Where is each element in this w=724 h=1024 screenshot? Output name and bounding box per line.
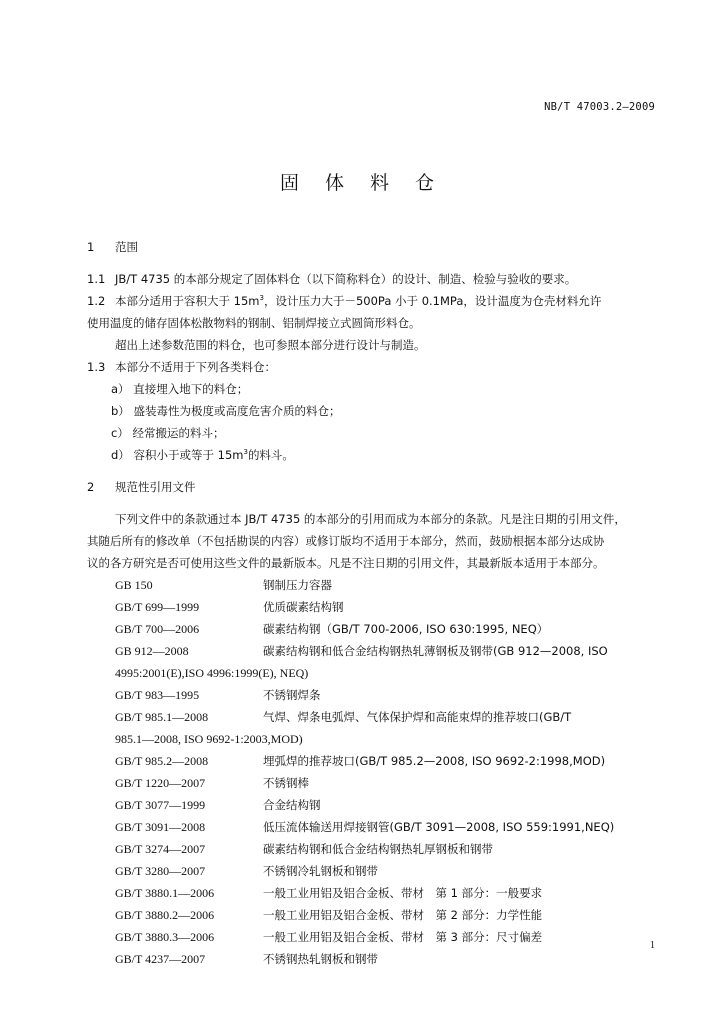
- reference-title: 合金结构钢: [263, 798, 321, 812]
- reference-continuation: 985.1—2008, ISO 9692-1:2003,MOD): [115, 732, 303, 746]
- reference-title: 一般工业用铝及铝合金板、带材 第 2 部分：力学性能: [263, 908, 543, 922]
- section-number: 2: [87, 480, 95, 494]
- reference-code: GB/T 700—2006: [115, 622, 200, 636]
- reference-title: 不锈钢焊条: [263, 688, 321, 702]
- clause-1-2: [87, 290, 657, 312]
- list-item: [87, 422, 657, 444]
- page-number: 1: [650, 940, 655, 951]
- reference-row: [87, 706, 657, 728]
- reference-title: 一般工业用铝及铝合金板、带材 第 1 部分：一般要求: [263, 886, 543, 900]
- list-item-label: c）: [111, 426, 129, 440]
- reference-code: GB/T 3280—2007: [115, 864, 206, 878]
- intro-paragraph-line: 下列文件中的条款通过本 JB/T 4735 的本部分的引用而成为本部分的条款。凡是注日期的引用文件，: [115, 512, 626, 526]
- list-item-text: 容积小于或等于 15m: [133, 448, 244, 462]
- superscript: 3: [259, 294, 264, 302]
- reference-title: 不锈钢棒: [263, 776, 309, 790]
- list-item: [87, 444, 657, 466]
- reference-row: [87, 904, 657, 926]
- reference-title: 埋弧焊的推荐坡口(GB/T 985.2—2008, ISO 9692-2:1998,MOD): [263, 754, 606, 768]
- reference-code: GB/T 3274—2007: [115, 842, 206, 856]
- reference-row: [87, 750, 657, 772]
- intro-paragraph-line: 议的各方研究是否可使用这些文件的最新版本。凡是不注日期的引用文件，其最新版本适用于本部分。: [87, 556, 605, 570]
- reference-title: 气焊、焊条电弧焊、气体保护焊和高能束焊的推荐坡口(GB/T: [263, 710, 572, 724]
- reference-row: [87, 860, 657, 882]
- superscript: 3: [243, 448, 248, 456]
- clause-1-2-continued: 使用温度的储存固体松散物料的钢制、铝制焊接立式圆筒形料仓。: [87, 316, 421, 330]
- reference-code: GB 912—2008: [115, 644, 189, 658]
- reference-code: GB/T 3880.1—2006: [115, 886, 215, 900]
- section-title: 范围: [115, 240, 138, 254]
- list-item: [87, 378, 657, 400]
- reference-code: GB/T 3880.3—2006: [115, 930, 215, 944]
- reference-row: [87, 882, 657, 904]
- reference-title: 不锈钢热轧钢板和钢带: [263, 952, 378, 966]
- intro-paragraph-line: 其随后所有的修改单（不包括勘误的内容）或修订版均不适用于本部分，然而，鼓励根据本部分达成协: [87, 534, 605, 548]
- standard-number: NB/T 47003.2—2009: [544, 101, 655, 113]
- reference-title: 碳素结构钢和低合金结构钢热轧厚钢板和钢带: [263, 842, 493, 856]
- reference-row: [87, 596, 657, 618]
- reference-title: 不锈钢冷轧钢板和钢带: [263, 864, 378, 878]
- list-item-text: 经常搬运的料斗；: [132, 426, 225, 440]
- page-title: 固 体 料 仓: [279, 172, 445, 194]
- clause-text: ，设计压力大于－500Pa 小于 0.1MPa，设计温度为仓壳材料允许: [263, 294, 602, 308]
- list-item-label: b）: [111, 404, 130, 418]
- reference-row: [87, 618, 657, 640]
- reference-code: GB/T 3091—2008: [115, 820, 206, 834]
- clause-1-3: [87, 356, 657, 378]
- list-item-text: 直接埋入地下的料仓；: [133, 382, 249, 396]
- reference-row: [87, 838, 657, 860]
- reference-row: [87, 574, 657, 596]
- reference-code: GB/T 985.1—2008: [115, 710, 209, 724]
- reference-code: GB/T 3077—1999: [115, 798, 206, 812]
- reference-title: 优质碳素结构钢: [263, 600, 344, 614]
- reference-code: GB/T 983—1995: [115, 688, 200, 702]
- section-2-heading: [87, 476, 657, 498]
- reference-code: GB/T 4237—2007: [115, 952, 206, 966]
- reference-code: GB/T 3880.2—2006: [115, 908, 215, 922]
- section-1-heading: [87, 236, 657, 258]
- list-item-text: 盛装毒性为极度或高度危害介质的料仓；: [133, 404, 341, 418]
- reference-row: [87, 926, 657, 948]
- reference-code: GB/T 1220—2007: [115, 776, 206, 790]
- reference-code: GB/T 699—1999: [115, 600, 200, 614]
- section-title: 规范性引用文件: [115, 480, 196, 494]
- clause-number: 1.3: [87, 360, 106, 374]
- reference-row: [87, 948, 657, 970]
- list-item-label: a）: [111, 382, 130, 396]
- list-item: [87, 400, 657, 422]
- clause-1-2-note: 超出上述参数范围的料仓，也可参照本部分进行设计与制造。: [115, 338, 426, 352]
- reference-title: 钢制压力容器: [263, 578, 332, 592]
- clause-text: 本部分不适用于下列各类料仓：: [115, 360, 276, 374]
- clause-1-1: [87, 268, 657, 290]
- reference-continuation: 4995:2001(E),ISO 4996:1999(E), NEQ): [115, 666, 309, 680]
- list-item-text: 的料斗。: [247, 448, 294, 462]
- reference-row: [87, 684, 657, 706]
- reference-title: 碳素结构钢（GB/T 700-2006, ISO 630:1995, NEQ）: [263, 622, 549, 636]
- clause-number: 1.1: [87, 272, 106, 286]
- document-body: [87, 236, 657, 970]
- reference-title: 碳素结构钢和低合金结构钢热轧薄钢板及钢带(GB 912—2008, ISO: [263, 644, 608, 658]
- clause-text: JB/T 4735 的本部分规定了固体料仓（以下简称料仓）的设计、制造、检验与验收的要求。: [115, 272, 577, 286]
- reference-code: GB 150: [115, 578, 153, 592]
- list-item-label: d）: [111, 448, 130, 462]
- reference-title: 一般工业用铝及铝合金板、带材 第 3 部分：尺寸偏差: [263, 930, 543, 944]
- reference-title: 低压流体输送用焊接钢管(GB/T 3091—2008, ISO 559:1991,NEQ): [263, 820, 615, 834]
- clause-number: 1.2: [87, 294, 106, 308]
- reference-row: [87, 640, 657, 662]
- reference-row: [87, 816, 657, 838]
- clause-text: 本部分适用于容积大于 15m: [115, 294, 260, 308]
- reference-code: GB/T 985.2—2008: [115, 754, 209, 768]
- reference-row: [87, 772, 657, 794]
- section-number: 1: [87, 240, 95, 254]
- reference-row: [87, 794, 657, 816]
